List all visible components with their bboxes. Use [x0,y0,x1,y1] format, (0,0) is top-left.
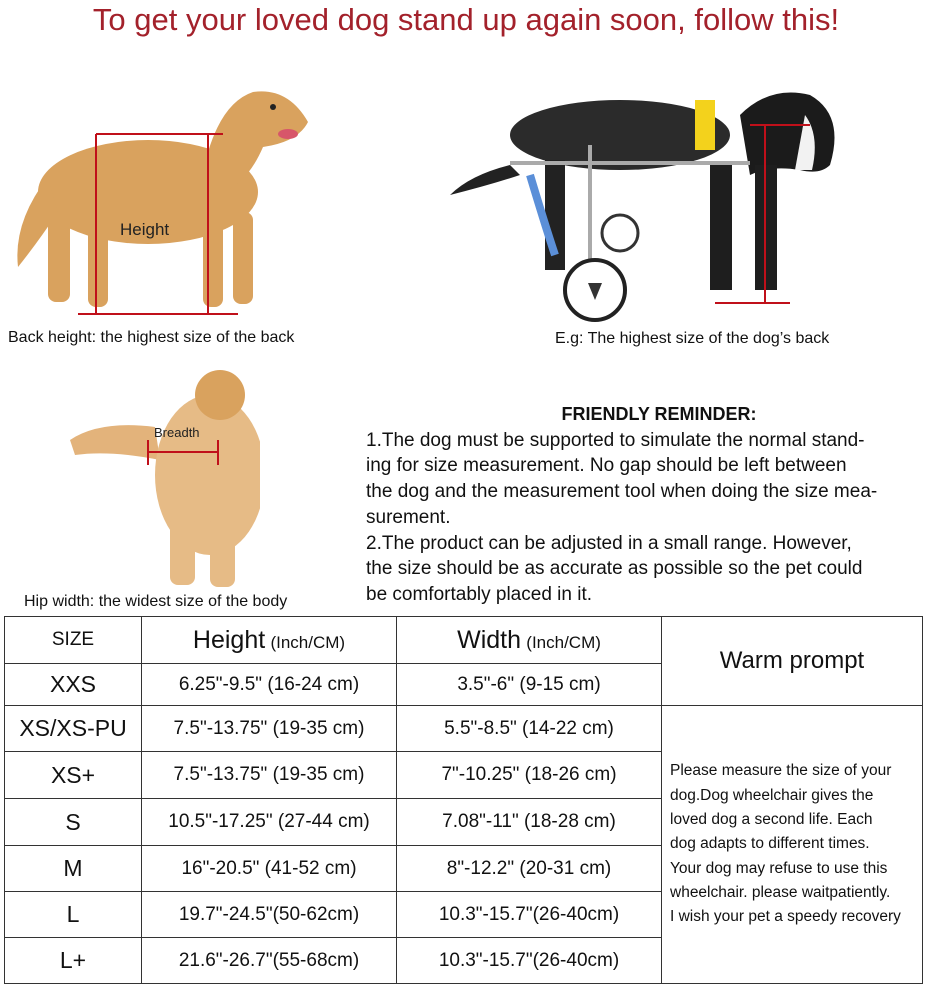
dog-hip-width-image [60,365,260,593]
dog-back-height-image [8,82,318,320]
width-cell: 3.5"-6" (9-15 cm) [397,664,662,706]
reminder-line: ing for size measurement. No gap should be left between [366,455,847,477]
height-cell: 19.7"-24.5"(50-62cm) [142,892,397,938]
reminder-line: be comfortably placed in it. [366,583,593,605]
table-row [5,706,923,752]
header-height [142,617,397,664]
size-cell: XS+ [5,752,142,799]
height-cell: 16"-20.5" (41-52 cm) [142,846,397,892]
header-width-label: Width [457,625,521,654]
dog-wheelchair-example-image [450,75,860,325]
width-cell: 7"-10.25" (18-26 cm) [397,752,662,799]
prompt-line: Your dog may refuse to use this [670,859,888,877]
reminder-line: surement. [366,506,451,528]
width-cell: 7.08"-11" (18-28 cm) [397,799,662,846]
prompt-line: Please measure the size of your [670,762,892,780]
header-height-unit: (Inch/CM) [270,632,346,652]
breadth-label: Breadth [154,425,200,440]
prompt-line: dog adapts to different times. [670,835,870,853]
header-width-unit: (Inch/CM) [526,632,601,652]
friendly-reminder [366,402,932,608]
header-height-label: Height [192,625,266,654]
width-cell: 10.3"-15.7"(26-40cm) [397,938,662,984]
header-width [397,617,662,664]
size-cell: S [5,799,142,846]
table-header-row [5,617,923,664]
prompt-line: dog.Dog wheelchair gives the [670,786,874,804]
reminder-line: 1.The dog must be supported to simulate the normal stand- [366,429,865,451]
hip-width-caption: Hip width: the widest size of the body [24,593,288,610]
width-cell: 8"-12.2" (20-31 cm) [397,846,662,892]
example-caption: E.g: The highest size of the dog’s back [555,330,830,347]
header-size: SIZE [5,617,142,664]
width-cell: 5.5"-8.5" (14-22 cm) [397,706,662,752]
header-warm-prompt: Warm prompt [662,617,923,706]
size-cell: L [5,892,142,938]
prompt-line: I wish your pet a speedy recovery [670,908,901,926]
size-cell: XS/XS-PU [5,706,142,752]
size-cell: XXS [5,664,142,706]
height-cell: 10.5"-17.25" (27-44 cm) [142,799,397,846]
reminder-heading: FRIENDLY REMINDER: [561,404,757,424]
width-cell: 10.3"-15.7"(26-40cm) [397,892,662,938]
back-height-caption: Back height: the highest size of the back [8,329,295,346]
reminder-line: the size should be as accurate as possible so the pet could [366,558,863,580]
height-cell: 7.5"-13.75" (19-35 cm) [142,752,397,799]
size-cell: L+ [5,938,142,984]
warm-prompt-text [662,706,923,984]
reminder-line: 2.The product can be adjusted in a small range. However, [366,532,852,554]
height-cell: 21.6"-26.7"(55-68cm) [142,938,397,984]
height-cell: 6.25"-9.5" (16-24 cm) [142,664,397,706]
prompt-line: wheelchair. please waitpatiently. [670,883,891,901]
reminder-line: the dog and the measurement tool when doing the size mea- [366,481,878,503]
size-cell: M [5,846,142,892]
height-label: Height [120,220,170,239]
prompt-line: loved dog a second life. Each [670,811,873,829]
height-cell: 7.5"-13.75" (19-35 cm) [142,706,397,752]
size-table [4,616,923,984]
page-title: To get your loved dog stand up again soon, follow this! [92,2,840,37]
